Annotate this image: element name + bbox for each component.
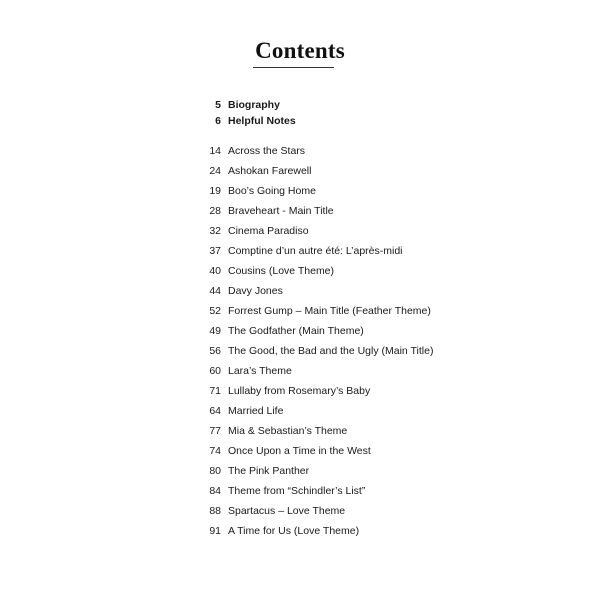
toc-entry-title: Cinema Paradiso	[228, 225, 309, 237]
toc-entry	[0, 361, 600, 381]
toc-entry-title: Mia & Sebastian’s Theme	[228, 425, 348, 437]
toc-page-number: 60	[209, 365, 221, 377]
toc-entry	[0, 341, 600, 361]
toc-page-number: 19	[209, 185, 221, 197]
toc-page-number: 52	[209, 305, 221, 317]
toc-page-number: 24	[209, 165, 221, 177]
toc-entry-title: Biography	[228, 99, 280, 111]
toc-entry	[0, 401, 600, 421]
toc-entry	[0, 261, 600, 281]
toc-entry	[0, 501, 600, 521]
toc-entry	[0, 301, 600, 321]
toc-entry-title: The Good, the Bad and the Ugly (Main Title)	[228, 345, 434, 357]
toc-entry	[0, 141, 600, 161]
toc-entry	[0, 381, 600, 401]
toc-entry	[0, 481, 600, 501]
toc-page-number: 91	[209, 525, 221, 537]
toc-page-number: 40	[209, 265, 221, 277]
toc-entry-title: Married Life	[228, 405, 284, 417]
toc-page-number: 80	[209, 465, 221, 477]
toc-entry-title: Ashokan Farewell	[228, 165, 312, 177]
toc-entry-front-matter	[0, 97, 600, 113]
toc-page-number: 84	[209, 485, 221, 497]
toc-page-number: 28	[209, 205, 221, 217]
toc-page-number: 77	[209, 425, 221, 437]
toc-entry-title: Lullaby from Rosemary’s Baby	[228, 385, 371, 397]
toc-entry	[0, 281, 600, 301]
toc-page-number: 6	[215, 115, 221, 127]
toc-entry	[0, 421, 600, 441]
toc-entry-title: Lara’s Theme	[228, 365, 292, 377]
toc-entry-title: The Pink Panther	[228, 465, 310, 477]
page-title: Contents	[255, 38, 345, 63]
toc-page-number: 49	[209, 325, 221, 337]
toc-entry-title: Once Upon a Time in the West	[228, 445, 371, 457]
toc-entry	[0, 321, 600, 341]
toc-entry-title: Helpful Notes	[228, 115, 296, 127]
toc-entry	[0, 201, 600, 221]
toc-page-number: 37	[209, 245, 221, 257]
toc-page-number: 14	[209, 145, 221, 157]
toc-entry	[0, 441, 600, 461]
toc-page-number: 32	[209, 225, 221, 237]
toc-entry	[0, 241, 600, 261]
toc-entry-title: Spartacus – Love Theme	[228, 505, 346, 517]
toc-page-number: 88	[209, 505, 221, 517]
toc-page-number: 44	[209, 285, 221, 297]
toc-entry-title: Across the Stars	[228, 145, 306, 157]
toc-entry	[0, 221, 600, 241]
toc-page-number: 71	[209, 385, 221, 397]
toc-entry-title: The Godfather (Main Theme)	[228, 325, 364, 337]
toc-entry-front-matter	[0, 113, 600, 129]
toc-entry-title: Cousins (Love Theme)	[228, 265, 335, 277]
toc-page-number: 56	[209, 345, 221, 357]
toc-page-number: 5	[215, 99, 221, 111]
toc-entry	[0, 461, 600, 481]
toc-entry-title: Comptine d’un autre été: L’après-midi	[228, 245, 403, 257]
toc-entry-title: Forrest Gump – Main Title (Feather Theme)	[228, 305, 431, 317]
toc-entry-title: Braveheart - Main Title	[228, 205, 334, 217]
toc-page-number: 64	[209, 405, 221, 417]
toc-entry-title: A Time for Us (Love Theme)	[228, 525, 360, 537]
toc-entry	[0, 161, 600, 181]
toc-entry-title: Davy Jones	[228, 285, 283, 297]
toc-entry	[0, 181, 600, 201]
toc-page-number: 74	[209, 445, 221, 457]
toc-entry-title: Theme from “Schindler’s List”	[228, 485, 366, 497]
toc-entry	[0, 521, 600, 541]
toc-entry-title: Boo’s Going Home	[228, 185, 316, 197]
